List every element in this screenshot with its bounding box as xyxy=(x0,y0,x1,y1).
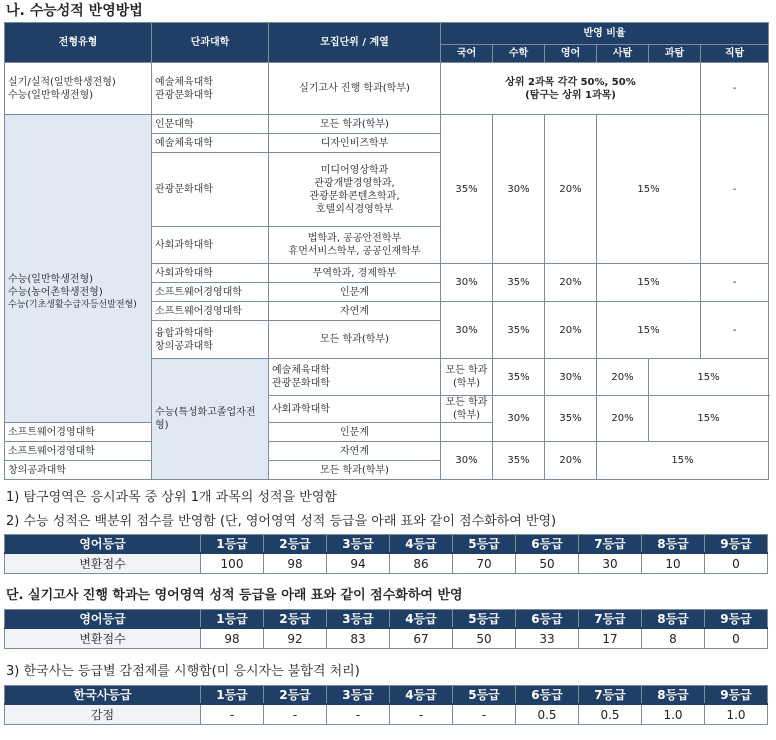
unit-cell: 모든 학과(학부) xyxy=(441,396,493,423)
g1-vocational: - xyxy=(701,63,769,115)
grade-cell: 2등급 xyxy=(264,686,327,705)
header-social: 사탐 xyxy=(597,45,649,63)
header-science: 과탐 xyxy=(649,45,701,63)
grade-cell: 5등급 xyxy=(453,535,516,554)
deduction-cell: - xyxy=(327,704,390,725)
grade-cell: 6등급 xyxy=(516,686,579,705)
vocational-ratio: - xyxy=(701,264,769,302)
unit-cell: 모든 학과(학부) xyxy=(269,321,441,359)
note-3: 단. 실기고사 진행 학과는 영어영역 성적 등급을 아래 표와 같이 점수화하여 반영 xyxy=(6,588,463,603)
inquiry-ratio: 15% xyxy=(597,264,701,302)
deduction-cell: 1.0 xyxy=(642,704,705,725)
unit-cell: 인문계 xyxy=(269,423,441,442)
type-line: 수능(기초생활수급자등선발전형) xyxy=(8,300,137,310)
english-ratio: 20% xyxy=(545,442,597,480)
grade-cell: 4등급 xyxy=(390,535,453,554)
college-line: 관광문화대학 xyxy=(272,378,330,389)
college-cell: 창의공과대학 xyxy=(5,461,152,480)
math-ratio: 35% xyxy=(493,442,545,480)
english-ratio: 20% xyxy=(597,359,649,396)
deduction-cell: - xyxy=(390,704,453,725)
korean-ratio: 30% xyxy=(441,302,493,359)
header-type: 전형유형 xyxy=(5,23,152,63)
score-cell: 83 xyxy=(327,628,390,649)
inquiry-ratio: 15% xyxy=(597,442,769,480)
score-cell: 94 xyxy=(327,553,390,574)
grade-cell: 3등급 xyxy=(327,535,390,554)
college-cell: 사회과학대학 xyxy=(152,227,269,264)
header-vocational: 직탐 xyxy=(701,45,769,63)
unit-cell xyxy=(269,153,441,227)
score-cell: 50 xyxy=(453,628,516,649)
note-1: 1) 탐구영역은 응시과목 중 상위 1개 과목의 성적을 반영함 xyxy=(6,490,337,505)
english-grade-table-practical xyxy=(4,609,768,649)
college-line: 창의공과대학 xyxy=(155,340,213,352)
korean-history-table xyxy=(4,685,768,725)
grade-cell: 2등급 xyxy=(264,610,327,629)
grade-cell: 3등급 xyxy=(327,686,390,705)
math-ratio: 35% xyxy=(545,396,597,442)
unit-cell: 모든 학과(학부) xyxy=(441,359,493,396)
grade-cell: 9등급 xyxy=(705,535,768,554)
college-line: 예술체육대학 xyxy=(272,365,330,376)
korean-ratio: 35% xyxy=(493,359,545,396)
unit-cell: 자연계 xyxy=(269,302,441,321)
csat-ratio-table xyxy=(4,22,769,480)
grade-cell: 2등급 xyxy=(264,535,327,554)
inquiry-ratio: 15% xyxy=(649,359,769,396)
english-ratio: 20% xyxy=(597,396,649,442)
score-cell: 33 xyxy=(516,628,579,649)
inquiry-ratio: 15% xyxy=(597,115,701,264)
grade-cell: 6등급 xyxy=(516,610,579,629)
score-cell: 100 xyxy=(201,553,264,574)
math-ratio: 30% xyxy=(493,115,545,264)
college-line: 예술체육대학 xyxy=(155,76,213,88)
english-grade-table xyxy=(4,534,768,574)
deduction-cell: - xyxy=(264,704,327,725)
unit-line: 관광개발경영학과, xyxy=(314,177,395,189)
unit-line: 관광문화콘텐츠학과, xyxy=(309,190,400,202)
row-label: 감점 xyxy=(5,704,201,725)
grade-cell: 1등급 xyxy=(201,686,264,705)
unit-line: 미디어영상학과 xyxy=(320,164,389,176)
score-cell: 70 xyxy=(453,553,516,574)
unit-line: 법학과, 공공안전학부 xyxy=(307,233,402,244)
header-college: 단과대학 xyxy=(152,23,269,63)
unit-line: 호텔외식경영학부 xyxy=(315,203,394,215)
row-label: 변환점수 xyxy=(5,553,201,574)
grade-cell: 7등급 xyxy=(579,535,642,554)
college-cell: 관광문화대학 xyxy=(152,153,269,227)
score-cell: 92 xyxy=(264,628,327,649)
note-4: 3) 한국사는 등급별 감점제를 시행함(미 응시자는 불합격 처리) xyxy=(6,664,360,679)
unit-cell: 디자인비즈학부 xyxy=(269,134,441,153)
unit-cell: 인문계 xyxy=(269,283,441,302)
header-english: 영어 xyxy=(545,45,597,63)
score-cell: 10 xyxy=(642,553,705,574)
grade-head: 한국사등급 xyxy=(5,686,201,705)
score-cell: 98 xyxy=(264,553,327,574)
score-cell: 86 xyxy=(390,553,453,574)
deduction-cell: - xyxy=(201,704,264,725)
unit-cell xyxy=(269,227,441,264)
unit-cell: 자연계 xyxy=(269,442,441,461)
note-2: 2) 수능 성적은 백분위 점수를 반영함 (단, 영어영역 성적 등급을 아래 표와 같이 점수화하여 반영) xyxy=(6,514,557,529)
grade-cell: 6등급 xyxy=(516,535,579,554)
type-line: 수능(일반학생전형) xyxy=(8,89,94,101)
korean-ratio: 35% xyxy=(441,115,493,264)
header-unit: 모집단위 / 계열 xyxy=(269,23,441,63)
score-cell: 98 xyxy=(201,628,264,649)
score-cell: 50 xyxy=(516,553,579,574)
section-title: 나. 수능성적 반영방법 xyxy=(6,3,143,19)
vocational-ratio: - xyxy=(701,115,769,264)
math-ratio: 35% xyxy=(493,264,545,302)
grade-cell: 8등급 xyxy=(642,610,705,629)
deduction-cell: 0.5 xyxy=(516,704,579,725)
inquiry-ratio: 15% xyxy=(597,302,701,359)
unit-cell: 모든 학과(학부) xyxy=(269,115,441,134)
college-cell xyxy=(269,359,441,396)
deduction-cell: 0.5 xyxy=(579,704,642,725)
g1-unit: 실기고사 진행 학과(학부) xyxy=(269,63,441,115)
college-cell: 소프트웨어경영대학 xyxy=(152,283,269,302)
vocational-ratio: - xyxy=(701,302,769,359)
grade-cell: 3등급 xyxy=(327,610,390,629)
college-line: 융합과학대학 xyxy=(155,327,213,339)
english-ratio: 20% xyxy=(545,264,597,302)
grade-cell: 1등급 xyxy=(201,610,264,629)
unit-line: 휴먼서비스학부, 공공인재학부 xyxy=(288,246,421,257)
header-math: 수학 xyxy=(493,45,545,63)
score-cell: 8 xyxy=(642,628,705,649)
ratio-line: (탐구는 상위 1과목) xyxy=(525,89,616,101)
header-ratio: 반영 비율 xyxy=(441,23,769,45)
grade-head: 영어등급 xyxy=(5,535,201,554)
ratio-line: 상위 2과목 각각 50%, 50% xyxy=(505,76,636,88)
score-cell: 0 xyxy=(705,553,768,574)
college-cell: 소프트웨어경영대학 xyxy=(5,423,152,442)
college-cell: 예술체육대학 xyxy=(152,134,269,153)
college-cell: 인문대학 xyxy=(152,115,269,134)
type-line: 실기/실적(일반학생전형) xyxy=(8,76,116,88)
grade-cell: 9등급 xyxy=(705,610,768,629)
grade-cell: 9등급 xyxy=(705,686,768,705)
english-ratio: 20% xyxy=(545,115,597,264)
grade-cell: 8등급 xyxy=(642,686,705,705)
unit-cell: 모든 학과(학부) xyxy=(269,461,441,480)
college-line: 관광문화대학 xyxy=(155,89,213,101)
g3-type: 수능(특성화고졸업자전형) xyxy=(152,359,269,480)
header-korean: 국어 xyxy=(441,45,493,63)
math-ratio: 35% xyxy=(493,302,545,359)
score-cell: 17 xyxy=(579,628,642,649)
grade-cell: 7등급 xyxy=(579,610,642,629)
g2-type xyxy=(5,115,152,423)
college-cell: 사회과학대학 xyxy=(152,264,269,283)
math-ratio: 30% xyxy=(545,359,597,396)
grade-cell: 5등급 xyxy=(453,610,516,629)
score-cell: 67 xyxy=(390,628,453,649)
korean-ratio: 30% xyxy=(493,396,545,442)
grade-head: 영어등급 xyxy=(5,610,201,629)
college-cell: 소프트웨어경영대학 xyxy=(152,302,269,321)
grade-cell: 4등급 xyxy=(390,686,453,705)
type-line: 수능(농어촌학생전형) xyxy=(8,287,103,298)
deduction-cell: 1.0 xyxy=(705,704,768,725)
type-line: 수능(일반학생전형) xyxy=(8,274,94,285)
row-label: 변환점수 xyxy=(5,628,201,649)
g1-type xyxy=(5,63,152,115)
grade-cell: 7등급 xyxy=(579,686,642,705)
grade-cell: 5등급 xyxy=(453,686,516,705)
english-ratio: 20% xyxy=(545,302,597,359)
korean-ratio: 30% xyxy=(441,264,493,302)
college-cell xyxy=(152,321,269,359)
deduction-cell: - xyxy=(453,704,516,725)
g1-ratio xyxy=(441,63,701,115)
grade-cell: 1등급 xyxy=(201,535,264,554)
grade-cell: 4등급 xyxy=(390,610,453,629)
score-cell: 30 xyxy=(579,553,642,574)
inquiry-ratio: 15% xyxy=(649,396,769,442)
grade-cell: 8등급 xyxy=(642,535,705,554)
unit-cell: 무역학과, 경제학부 xyxy=(269,264,441,283)
score-cell: 0 xyxy=(705,628,768,649)
college-cell: 소프트웨어경영대학 xyxy=(5,442,152,461)
college-cell: 사회과학대학 xyxy=(269,396,441,423)
g1-colleges xyxy=(152,63,269,115)
korean-ratio: 30% xyxy=(441,442,493,480)
